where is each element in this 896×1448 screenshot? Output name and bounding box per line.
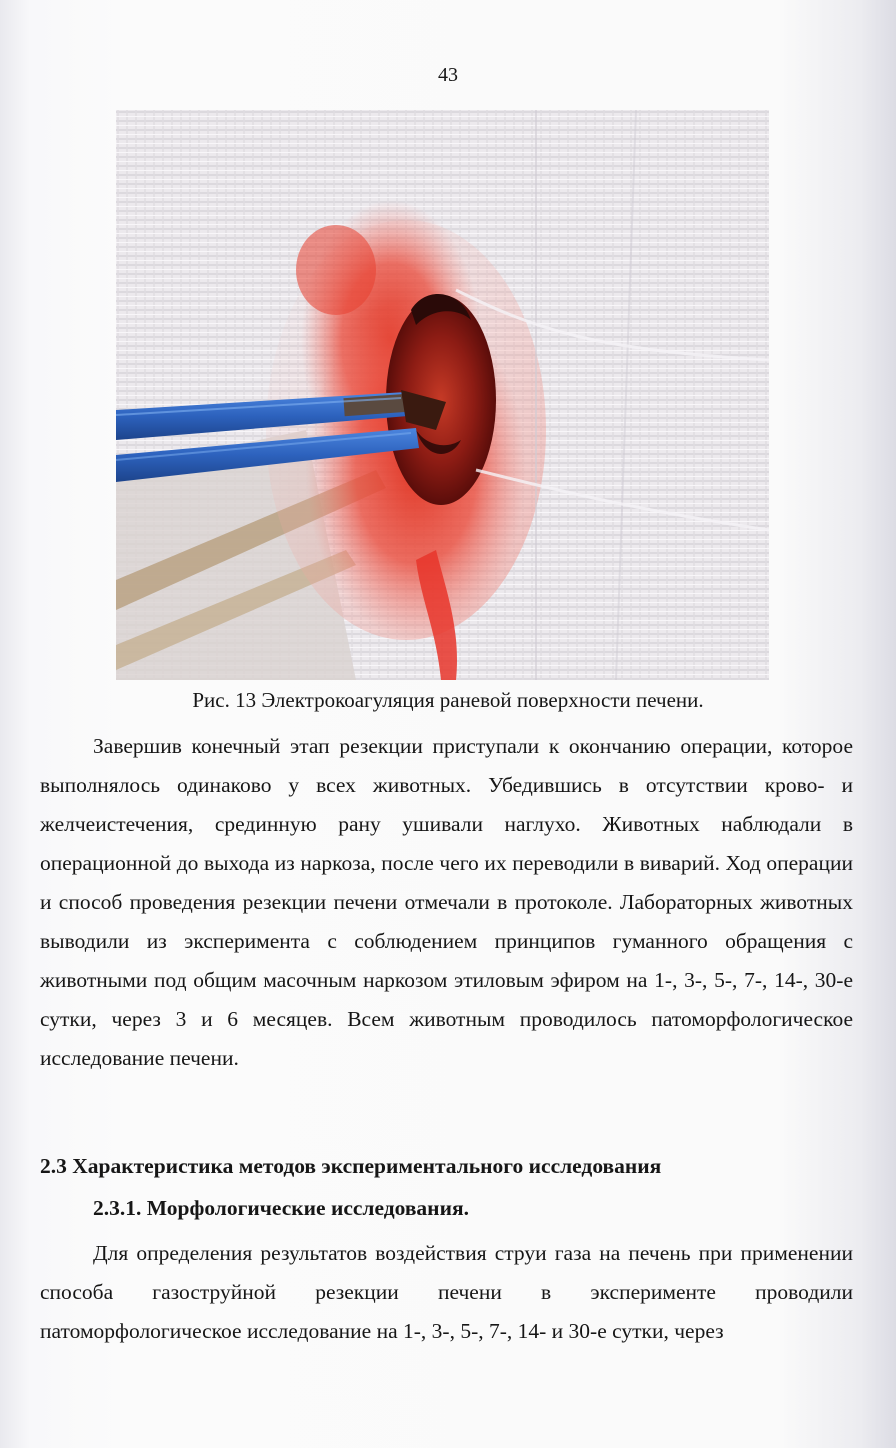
- section-heading: 2.3 Характеристика методов экспериментального исследования: [40, 1154, 662, 1178]
- subsection-heading: 2.3.1. Морфологические исследования.: [93, 1196, 469, 1220]
- figure-caption: Рис. 13 Электрокоагуляция раневой поверхности печени.: [192, 688, 704, 712]
- paragraph-morphology: Для определения результатов воздействия струи газа на печень при применении способа газоструйной резекции печени в эксперименте проводили патоморфологическое исследование на 1-, 3-, 5-, 7-, 14- и 30-е сутки, через: [40, 1241, 853, 1343]
- paragraph-operation-completion: Завершив конечный этап резекции приступали к окончанию операции, которое выполнялось одинаково у всех животных. Убедившись в отсутствии крово- и желчеистечения, срединную рану ушивали наглухо. Животных наблюдали в операционной до выхода из наркоза, после чего их переводили в виварий. Ход операции и способ проведения резекции печени отмечали в протоколе. Лабораторных животных выводили из эксперимента с соблюдением принципов гуманного обращения с животными под общим масочным наркозом этиловым эфиром на 1-, 3-, 5-, 7-, 14-, 30-е сутки, через 3 и 6 месяцев. Всем животным проводилось патоморфологическое исследование печени.: [40, 734, 853, 1070]
- page-number: 43: [438, 64, 458, 86]
- figure-photo: [116, 110, 769, 680]
- electrocoagulation-photo: [116, 110, 769, 680]
